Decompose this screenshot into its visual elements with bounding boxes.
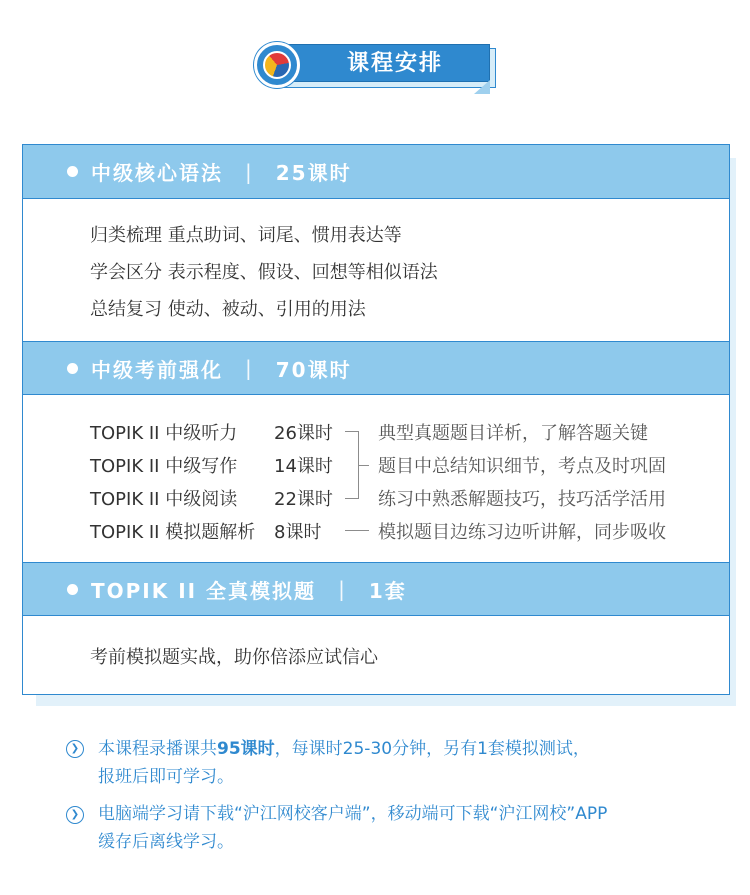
total-hours: 95课时	[217, 739, 275, 759]
section-title: 中级核心语法	[91, 161, 223, 185]
course-desc: 典型真题题目详析，了解答题关键	[378, 423, 648, 444]
course-hours: 14课时	[274, 456, 333, 477]
course-hours: 26课时	[274, 423, 333, 444]
course-hours: 22课时	[274, 489, 333, 510]
section-header-mock-exam	[23, 562, 729, 616]
bracket-connector	[345, 431, 359, 499]
bullet-dot-icon	[67, 166, 78, 177]
course-desc: 题目中总结知识细节，考点及时巩固	[378, 456, 666, 477]
note-text: 缓存后离线学习。	[98, 832, 234, 852]
section-hours: 70课时	[275, 357, 352, 382]
course-name: TOPIK II 中级写作	[90, 456, 238, 477]
course-row	[90, 419, 333, 445]
course-name: TOPIK II 中级听力	[90, 423, 238, 444]
note-text: 本课程录播课共	[98, 739, 217, 759]
section-hours: 25课时	[275, 161, 352, 185]
note-recorded-hours	[98, 735, 718, 791]
section-badge	[254, 42, 502, 94]
course-row	[90, 485, 333, 511]
course-hours: 8课时	[274, 522, 322, 543]
course-name: TOPIK II 中级阅读	[90, 489, 238, 510]
content-line: 学会区分 表示程度、假设、回想等相似语法	[90, 262, 438, 283]
content-line: 总结复习 使动、被动、引用的用法	[90, 299, 366, 320]
bracket-tick	[359, 465, 369, 466]
course-row	[90, 452, 333, 478]
section-title: 中级考前强化	[91, 357, 223, 382]
chevron-circle-icon: ❯	[66, 740, 84, 758]
badge-fold	[474, 80, 490, 94]
section-hours: 1套	[368, 578, 407, 603]
taegeuk-icon	[254, 42, 300, 88]
connector-line	[345, 530, 369, 531]
course-desc: 练习中熟悉解题技巧，技巧活学活用	[378, 489, 666, 510]
note-text: 电脑端学习请下载“沪江网校客户端”，移动端可下载“沪江网校”APP	[98, 804, 608, 824]
content-line: 考前模拟题实战，助你倍添应试信心	[90, 647, 378, 668]
chevron-circle-icon: ❯	[66, 806, 84, 824]
note-download	[98, 800, 718, 856]
divider: |	[338, 577, 347, 601]
course-card	[22, 144, 730, 695]
bullet-dot-icon	[67, 584, 78, 595]
course-name: TOPIK II 模拟题解析	[90, 522, 256, 543]
course-desc: 模拟题目边练习边听讲解，同步吸收	[378, 522, 666, 543]
bullet-dot-icon	[67, 363, 78, 374]
section-header-grammar	[23, 145, 729, 199]
content-line: 归类梳理 重点助词、词尾、惯用表达等	[90, 225, 402, 246]
section-title: TOPIK II 全真模拟题	[91, 578, 317, 603]
note-text: ，每课时25-30分钟，另有1套模拟测试，	[274, 739, 590, 759]
badge-title: 课程安排	[278, 44, 490, 82]
divider: |	[245, 356, 254, 380]
note-text: 报班后即可学习。	[98, 767, 234, 787]
divider: |	[245, 159, 254, 184]
course-row	[90, 518, 322, 544]
section-header-intensive	[23, 341, 729, 395]
